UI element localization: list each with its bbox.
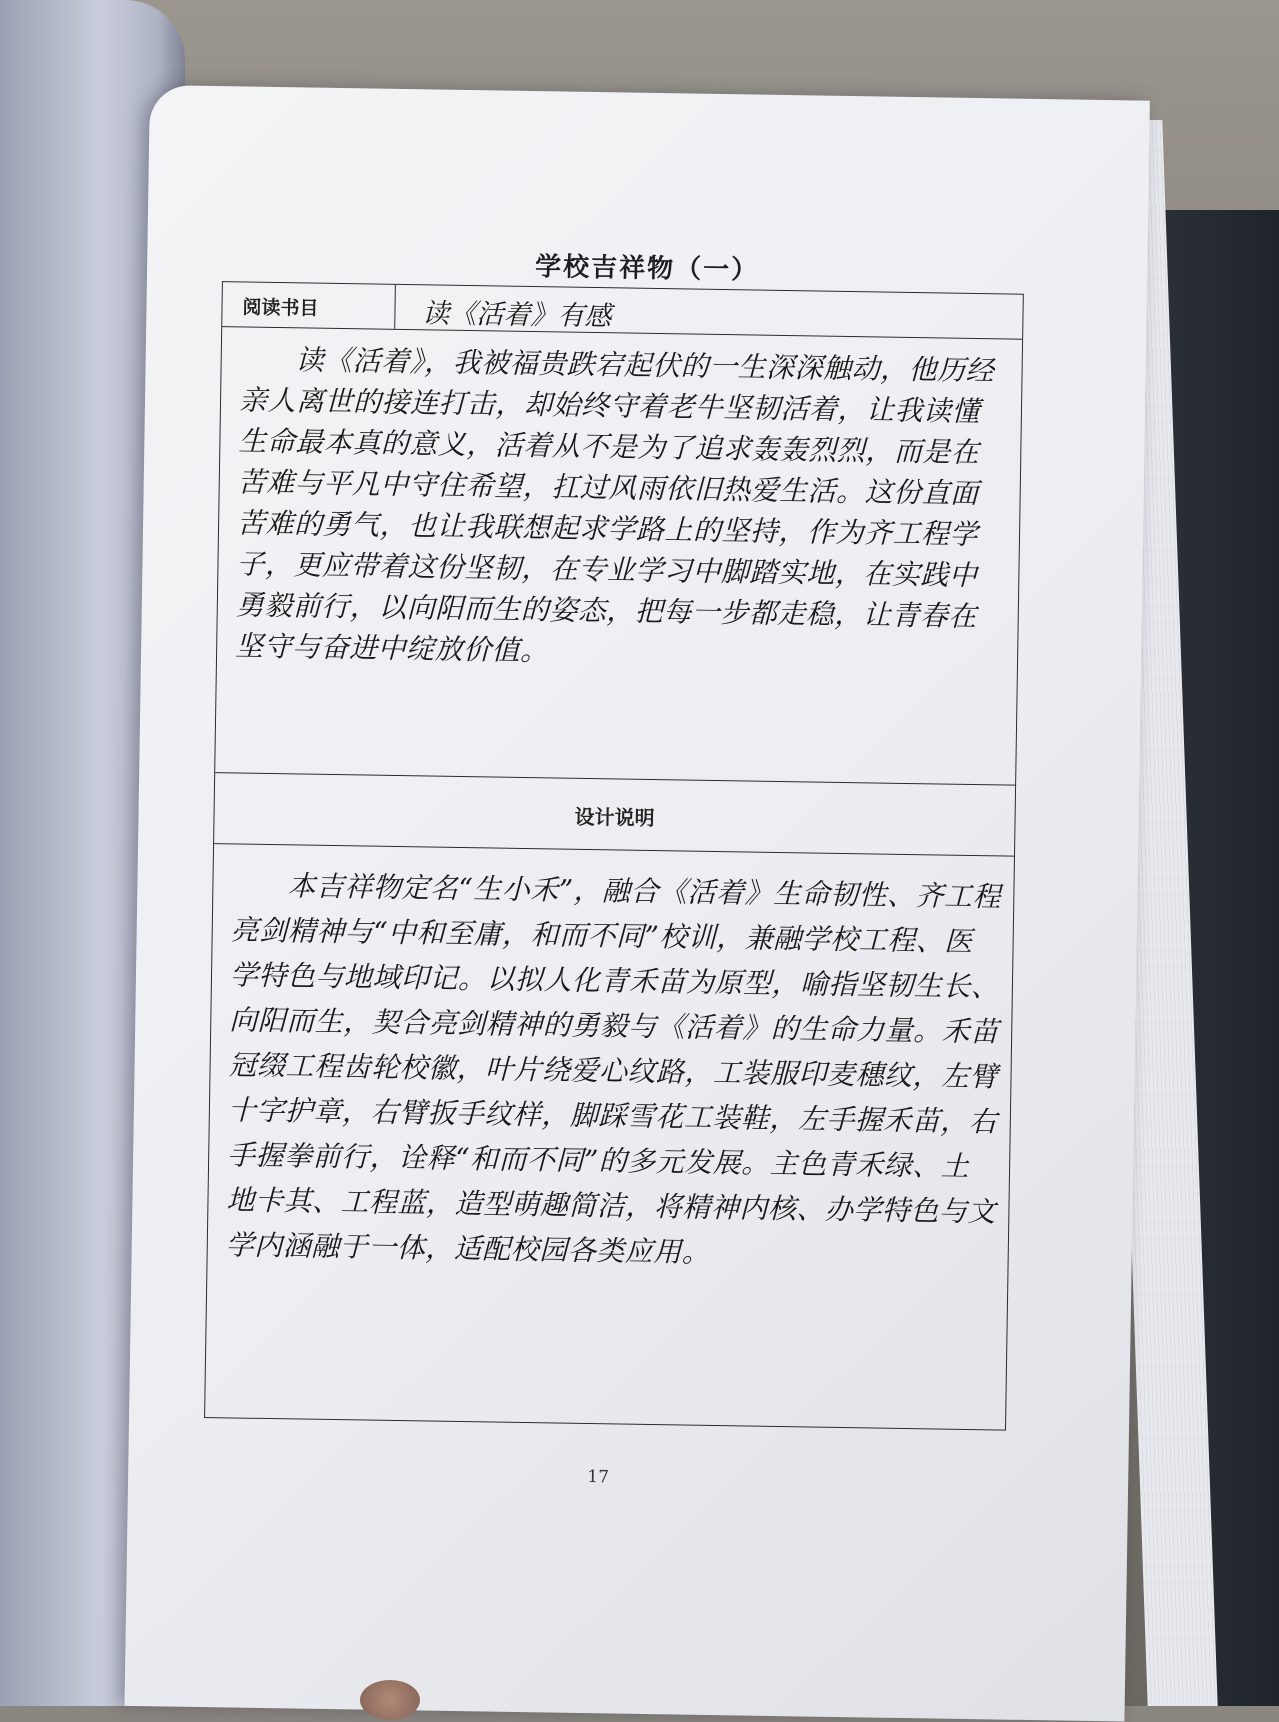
page-number: 17 [587, 1467, 610, 1488]
page-title: 学校吉祥物（一） [534, 252, 760, 286]
reading-label: 阅读书目 [242, 296, 319, 320]
book-page [125, 85, 1150, 1722]
reading-essay: 读《活着》，我被福贵跌宕起伏的一生深深触动，他历经亲人离世的接连打击，却始终守着老牛坚韧活着，让我读懂生命最本真的意义，活着从不是为了追求轰轰烈烈，而是在苦难与平凡中守住希望，扛过风雨依旧热爱生活。这份直面苦难的勇气，也让我联想起求学路上的坚持，作为齐工程学子，更应带着这份坚韧，在专业学习中脚踏实地，在实践中勇毅前行，以向阳而生的姿态，把每一步都走稳，让青春在坚守与奋进中绽放价值。 [234, 343, 995, 668]
design-header-row [214, 772, 1015, 857]
reading-row [222, 282, 1023, 340]
thumb [360, 1680, 420, 1720]
form-table [204, 281, 1024, 1430]
design-description: 本吉祥物定名“生小禾”，融合《活着》生命韧性、齐工程亮剑精神与“中和至庸，和而不同”校训，兼融学校工程、医学特色与地域印记。以拟人化青禾苗为原型，喻指坚韧生长、向阳而生，契合亮剑精神的勇毅与《活着》的生命力量。禾苗冠缀工程齿轮校徽，叶片绕爱心纹路，工装服印麦穗纹，左臂十字护章，右臂扳手纹样，脚踩雪花工装鞋，左手握禾苗，右手握拳前行，诠释“和而不同”的多元发展。主色青禾绿、土地卡其、工程蓝，造型萌趣简洁，将精神内核、办学特色与文学内涵融于一体，适配校园各类应用。 [225, 869, 1002, 1269]
reading-label-cell [222, 282, 396, 329]
design-title: 设计说明 [574, 804, 655, 831]
reading-value: 读《活着》有感 [422, 298, 612, 333]
